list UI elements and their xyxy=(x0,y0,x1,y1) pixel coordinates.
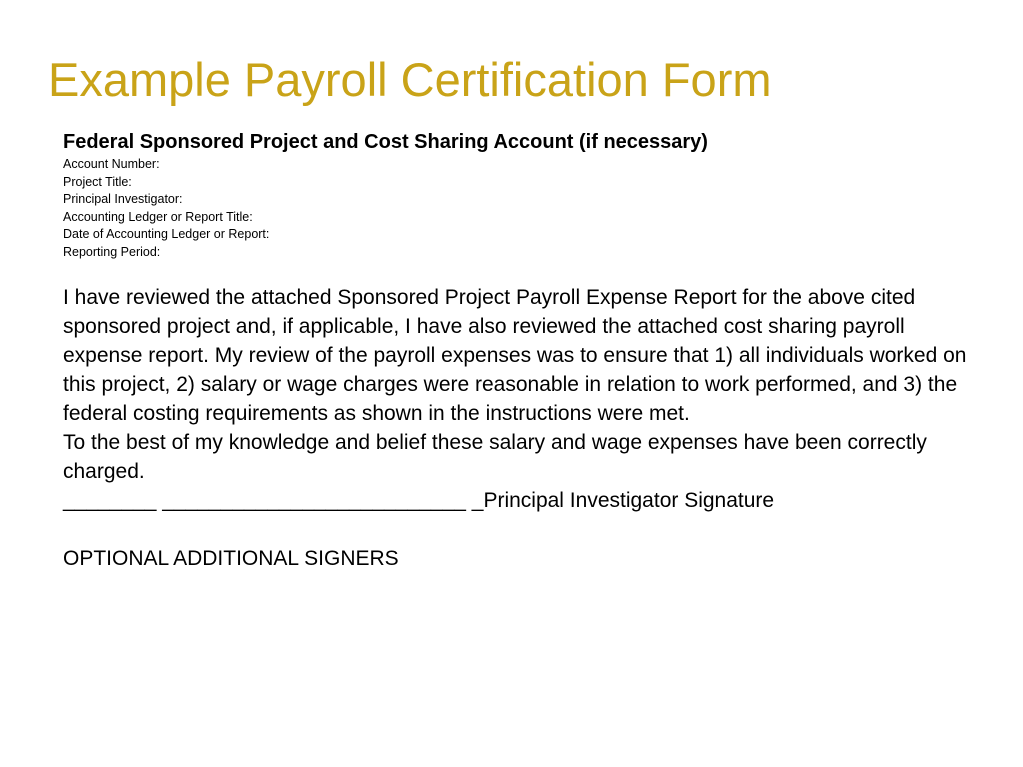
form-content xyxy=(63,128,983,573)
field-reporting-period: Reporting Period: xyxy=(63,244,161,259)
section-heading: Federal Sponsored Project and Cost Sharing Account (if necessary) xyxy=(63,131,708,153)
page-title: Example Payroll Certification Form xyxy=(48,53,772,106)
belief-statement: To the best of my knowledge and belief these salary and wage expenses have been correctly charged. xyxy=(63,431,927,483)
field-project-title: Project Title: xyxy=(63,174,132,189)
optional-signers-heading: OPTIONAL ADDITIONAL SIGNERS xyxy=(63,547,399,570)
signature-line: ________ __________________________ _Principal Investigator Signature xyxy=(63,489,775,512)
certification-paragraph: I have reviewed the attached Sponsored Project Payroll Expense Report for the above cited sponsored project and, if applicable, I have also reviewed the attached cost sharing payroll expense report. My review of the payroll expenses was to ensure that 1) all individuals worked on this project, 2) salary or wage charges were reasonable in relation to work performed, and 3) the federal costing requirements as shown in the instructions were met. xyxy=(63,286,967,425)
field-list xyxy=(63,156,983,261)
field-account-number: Account Number: xyxy=(63,157,160,171)
field-principal-investigator: Principal Investigator: xyxy=(63,192,183,206)
field-ledger-date: Date of Accounting Ledger or Report: xyxy=(63,227,270,241)
spacer xyxy=(63,515,983,544)
certification-text xyxy=(63,283,983,573)
field-ledger-title: Accounting Ledger or Report Title: xyxy=(63,209,253,224)
